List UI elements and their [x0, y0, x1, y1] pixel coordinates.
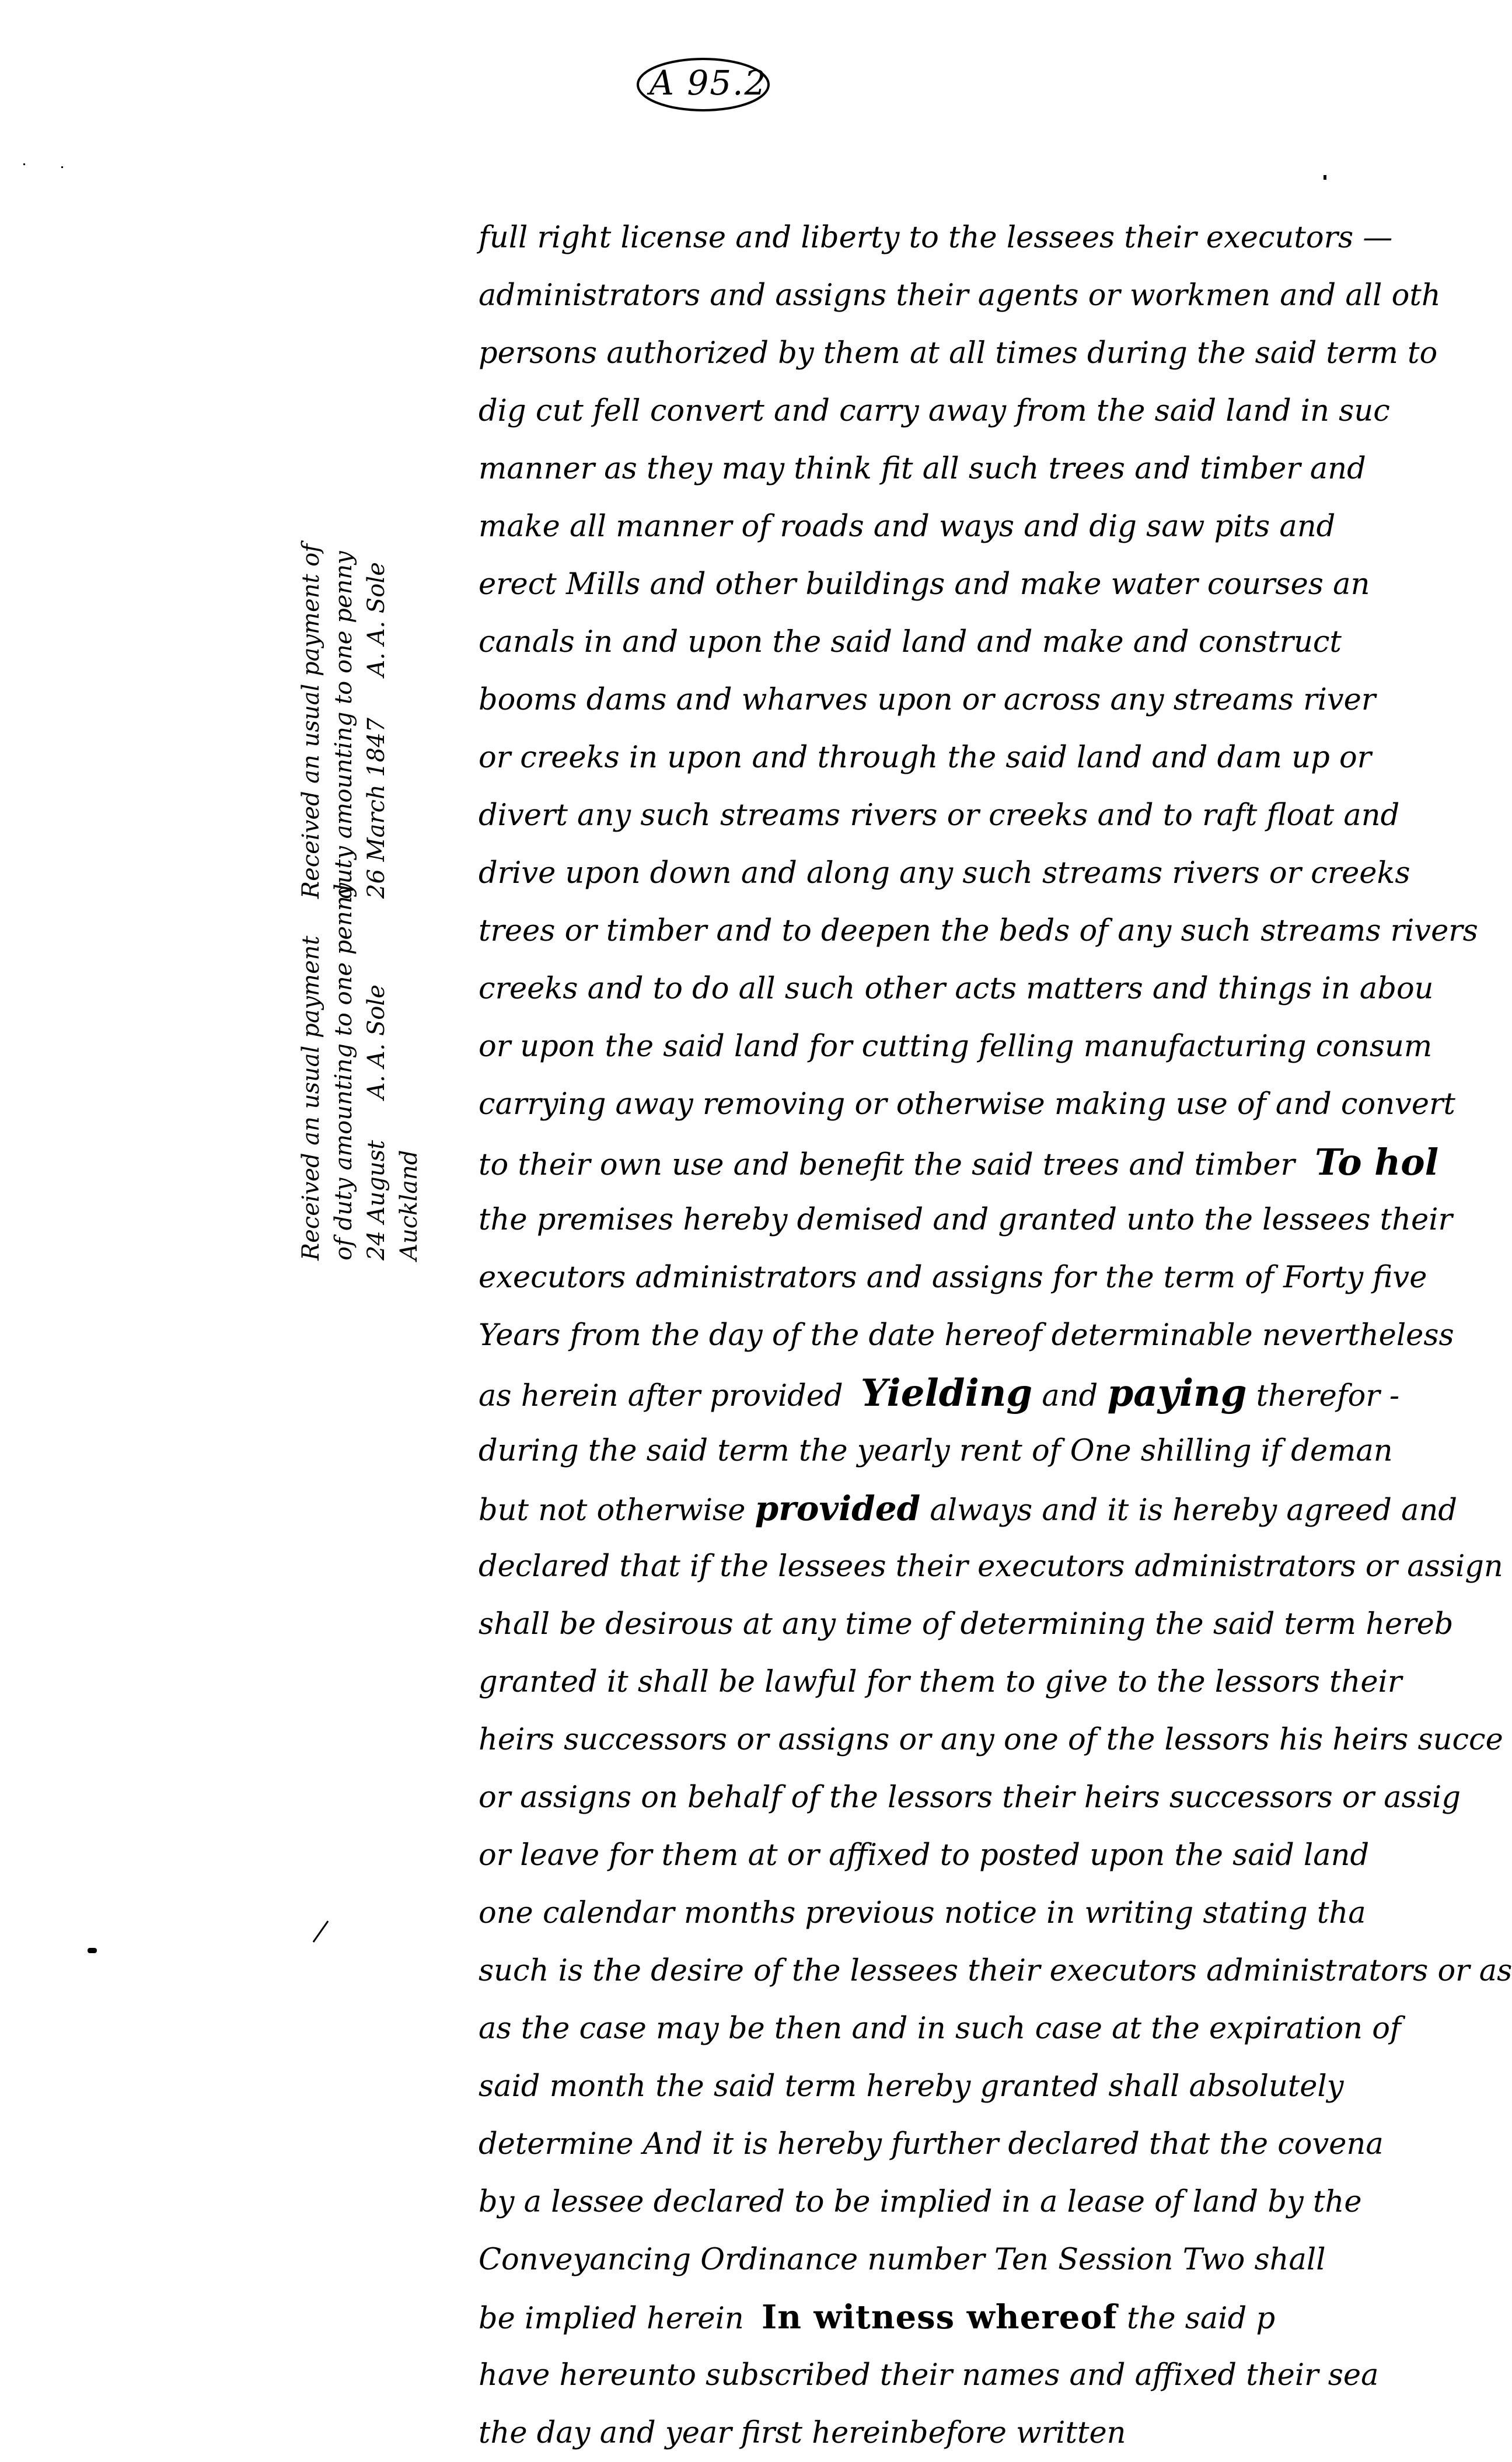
deed-line: executors administrators and assigns for the term of Forty five — [479, 1260, 1427, 1295]
deed-line: the premises hereby demised and granted unto the lessees their — [479, 1203, 1452, 1237]
deed-line: heirs successors or assigns or any one of the lessors his heirs succe — [479, 1723, 1503, 1757]
deed-line: erect Mills and other buildings and make water courses an — [479, 567, 1370, 602]
deed-line: have hereunto subscribed their names and affixed their sea — [479, 2358, 1379, 2393]
receipt-1-footer — [360, 544, 393, 899]
deed-text-segment: the said p — [1127, 2302, 1276, 2336]
deed-line: booms dams and wharves upon or across any streams river — [479, 683, 1376, 717]
deed-line: Years from the day of the date hereof determinable nevertheless — [479, 1318, 1454, 1353]
deed-line: administrators and assigns their agents or workmen and all oth — [479, 278, 1441, 313]
margin-receipt-1 — [295, 544, 393, 899]
margin-receipt-2 — [295, 883, 425, 1260]
deed-line: carrying away removing or otherwise making use of and convert — [479, 1087, 1455, 1122]
deed-line: during the said term the yearly rent of One shilling if deman — [479, 1434, 1393, 1468]
folio-reference — [633, 53, 773, 117]
deed-line — [479, 1364, 1400, 1422]
deed-text-segment: to their own use and benefit the said trees and timber — [479, 1148, 1295, 1182]
receipt-2-line-1: Received an usual payment — [298, 935, 324, 1260]
deed-text-segment: as herein after provided — [479, 1379, 843, 1413]
deed-line: full right license and liberty to the lessees their executors — — [479, 221, 1393, 255]
deed-line: or assigns on behalf of the lessors their heirs successors or assig — [479, 1780, 1461, 1815]
deed-text-segment: but not otherwise — [479, 1493, 746, 1528]
deed-line — [479, 1480, 1457, 1538]
scan-speck — [88, 1948, 97, 1953]
deed-line — [479, 1133, 1439, 1191]
deed-line: or leave for them at or affixed to posted upon the said land — [479, 1838, 1370, 1873]
folio-reference-text: A 95.2 — [650, 63, 767, 103]
receipt-1-line-1: Received an usual payment of — [298, 543, 324, 899]
deed-line: by a lessee declared to be implied in a lease of land by the — [479, 2185, 1362, 2219]
deed-line: the day and year first hereinbefore written — [479, 2416, 1126, 2450]
deed-line: or creeks in upon and through the said land and dam up or — [479, 741, 1372, 775]
scan-speck — [23, 163, 25, 165]
deed-line: granted it shall be lawful for them to give to the lessors their — [479, 1665, 1402, 1699]
deed-line: Conveyancing Ordinance number Ten Session Two shall — [479, 2243, 1326, 2277]
receipt-2-place: Auckland — [396, 1150, 422, 1260]
deed-line: divert any such streams rivers or creeks and to raft float and — [479, 798, 1400, 833]
receipt-2-date: 24 August — [363, 1140, 390, 1260]
scan-speck — [1324, 175, 1326, 180]
deed-line: or upon the said land for cutting felling manufacturing consum — [479, 1029, 1433, 1064]
deed-line: canals in and upon the said land and make and construct — [479, 625, 1342, 659]
receipt-1-signature: A. A. Sole — [363, 562, 390, 677]
yielding-heading: Yielding — [860, 1371, 1033, 1415]
paying-heading: paying — [1107, 1371, 1247, 1415]
deed-line: manner as they may think fit all such trees and timber and — [479, 452, 1366, 486]
deed-line: shall be desirous at any time of determining the said term hereb — [479, 1607, 1454, 1642]
deed-body — [479, 209, 1512, 2462]
deed-text-segment: and — [1042, 1379, 1098, 1413]
deed-line: creeks and to do all such other acts matters and things in abou — [479, 972, 1434, 1006]
deed-line: as the case may be then and in such case at the expiration of — [479, 2011, 1401, 2046]
deed-text-segment: always and it is hereby agreed and — [930, 1493, 1457, 1528]
deed-line: make all manner of roads and ways and dig saw pits and — [479, 509, 1336, 544]
deed-line: dig cut fell convert and carry away from the said land in suc — [479, 394, 1390, 428]
receipt-2-footer — [360, 883, 393, 1260]
deed-line: one calendar months previous notice in writing stating tha — [479, 1896, 1366, 1930]
deed-line: determine And it is hereby further declared that the covena — [479, 2127, 1384, 2161]
scan-speck — [61, 166, 63, 168]
receipt-2-line-2: of duty amounting to one penny — [330, 882, 357, 1260]
deed-text-segment: be implied herein — [479, 2302, 744, 2336]
deed-line: trees or timber and to deepen the beds of any such streams rivers — [479, 914, 1478, 948]
deed-line — [479, 2289, 1389, 2346]
deed-line: persons authorized by them at all times during the said term to — [479, 336, 1438, 371]
deed-text-segment: therefor - — [1256, 1379, 1400, 1413]
receipt-1-date: 26 March 1847 — [363, 717, 390, 899]
deed-line: such is the desire of the lessees their executors administrators or as — [479, 1954, 1512, 1988]
receipt-2-signature: A. A. Sole — [363, 984, 390, 1099]
receipt-1-line-2: duty amounting to one penny — [330, 551, 357, 899]
to-hold-heading: To hol — [1315, 1141, 1439, 1183]
pencil-stroke — [313, 1920, 329, 1943]
deed-line: drive upon down and along any such streams rivers or creeks — [479, 856, 1410, 890]
provided-heading: provided — [755, 1489, 921, 1528]
deed-line: said month the said term hereby granted shall absolutely — [479, 2069, 1344, 2104]
in-witness-heading: In witness whereof — [762, 2298, 1118, 2337]
deed-line: declared that if the lessees their executors administrators or assign — [479, 1549, 1503, 1584]
